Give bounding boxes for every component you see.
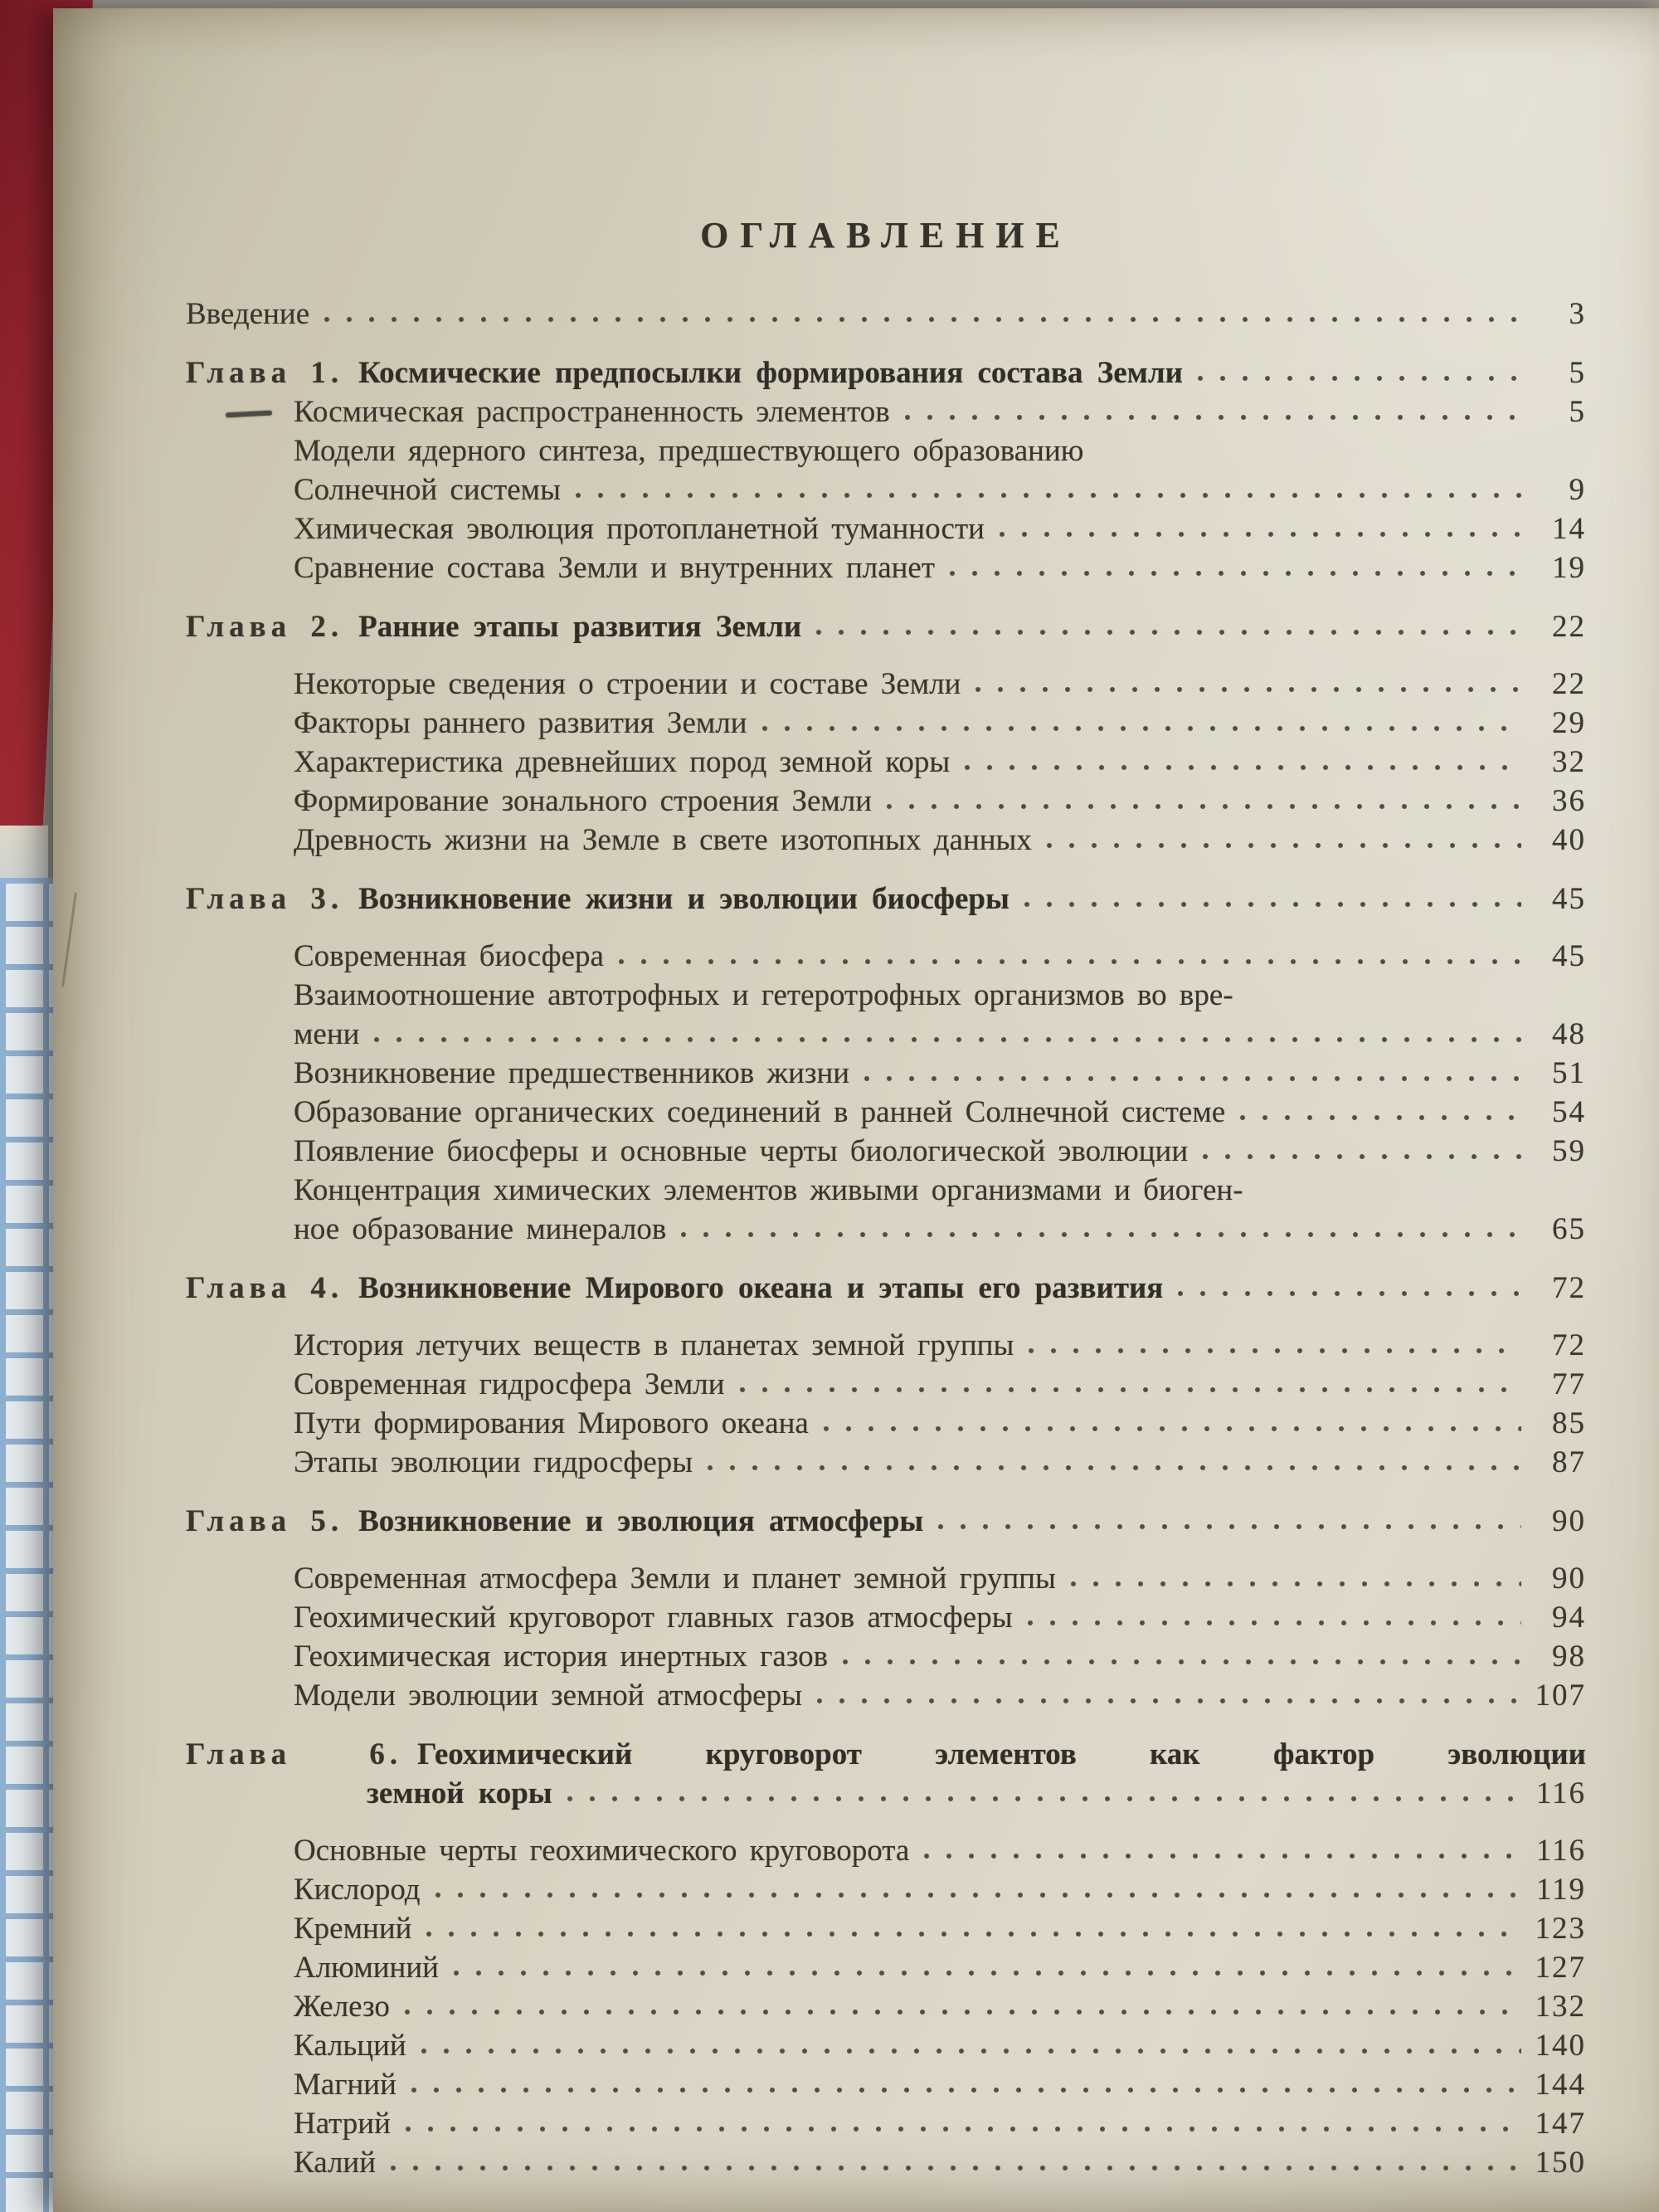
leader-dots [990,509,1521,548]
entry-text: Концентрация химических элементов живыми организмами и биоген- [294,1173,1243,1207]
leader-dots [1168,1269,1521,1308]
toc-entry-line [294,1909,1586,1948]
leader-dots [1193,1132,1521,1171]
toc-entry-line [186,295,1586,334]
page-number: 5 [1569,356,1586,390]
toc-entry-line [294,1365,1586,1404]
leader-dots [557,1774,1521,1813]
toc-entry-line [294,470,1586,509]
toc-entry-line [294,2104,1586,2143]
toc-entry [186,821,1586,860]
leader-dots [1018,1598,1521,1637]
toc-entry [186,2065,1586,2104]
page-number: 72 [1552,1271,1586,1305]
toc-entry-line [294,2143,1586,2182]
entry-text: Возникновение Мирового океана и этапы его развития [358,1271,1164,1305]
leader-dots [854,1054,1521,1093]
toc-entry-line [294,1443,1586,1482]
toc-entries [186,295,1586,2182]
entry-text: Натрий [294,2107,391,2141]
entry-text: Геохимический круговорот главных газов атмосферы [294,1601,1013,1635]
page-number: 54 [1552,1095,1586,1129]
entry-text: Космическая распространенность элементов [294,395,890,429]
toc-entry-line [294,665,1586,704]
toc-entry-line [294,548,1586,587]
page-number: 48 [1552,1017,1586,1051]
page-number: 123 [1535,1912,1586,1946]
toc-entry [186,1326,1586,1365]
entry-text: Железо [294,1990,390,2024]
page-number: 147 [1535,2107,1586,2141]
toc-entry-line [294,1948,1586,1987]
leader-dots [730,1365,1521,1404]
leader-dots [396,2104,1521,2143]
toc-entry-line [294,704,1586,743]
leader-dots [395,1987,1521,2026]
toc-entry-line [294,509,1586,548]
entry-text: Химическая эволюция протопланетной туманности [294,512,985,546]
toc-entry [186,295,1586,334]
toc-entry [186,1443,1586,1482]
entry-text: Некоторые сведения о строении и составе Земли [294,667,961,701]
entry-text: Калий [294,2146,377,2180]
toc-entry-line [294,1559,1586,1598]
leader-dots [1037,821,1521,860]
entry-text: Возникновение и эволюция атмосферы [358,1504,924,1538]
toc-entry [186,1365,1586,1404]
toc-entry-line [186,1502,1586,1541]
toc-entry [186,743,1586,782]
page-number: 65 [1552,1212,1586,1246]
toc-entry-line [294,821,1586,860]
leader-dots [914,1831,1521,1870]
entry-text: Появление биосферы и основные черты биологической эволюции [294,1134,1189,1168]
page-number: 19 [1552,551,1586,585]
entry-text: Кислород [294,1873,421,1907]
toc-entry-line [367,1774,1586,1813]
toc-entry-line [186,1735,1586,1774]
leader-dots [966,665,1521,704]
entry-text: Возникновение жизни и эволюции биосферы [358,882,1010,916]
toc-entry-line [294,937,1586,976]
leader-dots [877,782,1521,821]
entry-text: Геохимическая история инертных газов [294,1640,829,1674]
page-number: 90 [1552,1504,1586,1538]
entry-text: Современная гидросфера Земли [294,1367,725,1401]
entry-text: земной коры [367,1776,552,1810]
leader-dots [807,1676,1521,1715]
page-number: 36 [1552,784,1586,818]
toc-entry-line [294,1054,1586,1093]
page-number: 32 [1552,745,1586,779]
entry-text: Основные черты геохимического круговорота [294,1834,910,1868]
page-number: 59 [1552,1134,1586,1168]
leader-dots [1061,1559,1521,1598]
toc-entry-line [294,1676,1586,1715]
toc-entry [186,1909,1586,1948]
toc-chapter-entry [186,353,1586,392]
entry-text: Современная биосфера [294,939,604,973]
leader-dots [381,2143,1521,2182]
entry-text: Введение [186,297,310,331]
entry-text: Пути формирования Мирового океана [294,1406,809,1440]
table-of-contents [53,8,1659,2212]
toc-entry-line [294,1637,1586,1676]
leader-dots [752,704,1521,743]
toc-entry [186,548,1586,587]
leader-dots [444,1948,1521,1987]
entry-text: Современная атмосфера Земли и планет земной группы [294,1562,1056,1596]
entry-text: Кальций [294,2029,406,2063]
toc-chapter-entry [186,1269,1586,1308]
page-number: 72 [1552,1328,1586,1362]
chapter-prefix: Глава 3. [186,882,344,916]
toc-entry [186,1132,1586,1171]
page-number: 14 [1552,512,1586,546]
toc-entry [186,1171,1586,1249]
entry-text: Взаимоотношение автотрофных и гетеротрофных организмов во вре- [294,978,1233,1012]
toc-entry-line [294,1093,1586,1132]
entry-text: Сравнение состава Земли и внутренних планет [294,551,936,585]
entry-text: Возникновение предшественников жизни [294,1056,850,1090]
toc-entry-line [186,353,1586,392]
leader-dots [364,1015,1521,1054]
leader-dots [566,470,1521,509]
toc-entry [186,1637,1586,1676]
toc-entry [186,782,1586,821]
chapter-prefix: Глава 6. [186,1737,403,1771]
leader-dots [895,392,1521,431]
page-number: 45 [1552,882,1586,916]
toc-entry [186,665,1586,704]
page-number: 116 [1535,1776,1586,1810]
toc-entry-line [294,782,1586,821]
entry-text: Солнечной системы [294,473,561,507]
page-number: 144 [1535,2068,1586,2102]
toc-chapter-entry [186,879,1586,918]
toc-entry-line [186,879,1586,918]
toc-entry-line [294,1326,1586,1365]
toc-entry-line [294,1015,1586,1054]
toc-entry [186,1054,1586,1093]
leader-dots [1019,1326,1521,1365]
toc-entry [186,1404,1586,1443]
leader-dots [833,1637,1521,1676]
entry-text: Модели эволюции земной атмосферы [294,1678,802,1713]
leader-dots [609,937,1521,976]
page-corner-sliver [0,826,48,884]
toc-entry [186,2143,1586,2182]
entry-text: Древность жизни на Земле в свете изотопных данных [294,823,1032,857]
leader-dots [1188,353,1521,392]
leader-dots [671,1210,1521,1249]
leader-dots [411,2026,1521,2065]
page-number: 40 [1552,823,1586,857]
leader-dots [401,2065,1521,2104]
page-number: 107 [1535,1678,1586,1713]
toc-entry [186,1870,1586,1909]
entry-text: Геохимический круговорот элементов как фактор эволюции [417,1737,1587,1771]
toc-entry [186,431,1586,509]
entry-text: Ранние этапы развития Земли [358,610,802,644]
entry-text: Формирование зонального строения Земли [294,784,873,818]
entry-text: мени [294,1017,360,1051]
toc-entry-line [294,743,1586,782]
toc-entry-line [294,1870,1586,1909]
leader-dots [426,1870,1521,1909]
toc-entry [186,1559,1586,1598]
page-number: 85 [1552,1406,1586,1440]
toc-entry-line [294,1132,1586,1171]
toc-entry-line [294,1831,1586,1870]
page-number: 94 [1552,1601,1586,1635]
toc-entry [186,509,1586,548]
entry-text: Магний [294,2068,397,2102]
page-number: 140 [1535,2029,1586,2063]
page-number: 22 [1552,667,1586,701]
chapter-prefix: Глава 2. [186,610,344,644]
toc-entry [186,1987,1586,2026]
toc-entry-line [294,1404,1586,1443]
entry-text: Образование органических соединений в ранней Солнечной системе [294,1095,1226,1129]
entry-text: Алюминий [294,1951,439,1985]
toc-entry [186,2026,1586,2065]
pen-dash-mark [226,411,272,418]
page-number: 132 [1535,1990,1586,2024]
toc-entry-line [294,1210,1586,1249]
page-number: 77 [1552,1367,1586,1401]
chapter-prefix: Глава 1. [186,356,344,390]
leader-dots [698,1443,1521,1482]
page-number: 51 [1552,1056,1586,1090]
leader-dots [806,607,1521,646]
leader-dots [314,295,1521,334]
leader-dots [1230,1093,1521,1132]
toc-entry [186,1093,1586,1132]
leader-dots [416,1909,1521,1948]
toc-entry-line [294,1171,1586,1210]
toc-chapter-entry [186,1502,1586,1541]
page-number: 98 [1552,1640,1586,1674]
entry-text: Этапы эволюции гидросферы [294,1445,693,1479]
entry-text: Характеристика древнейших пород земной коры [294,745,951,779]
page-number: 3 [1569,297,1586,331]
toc-entry [186,937,1586,976]
toc-chapter-entry [186,1735,1586,1813]
toc-entry [186,1831,1586,1870]
leader-dots [928,1502,1521,1541]
leader-dots [955,743,1521,782]
entry-text: Факторы раннего развития Земли [294,706,747,740]
toc-entry [186,976,1586,1054]
toc-entry [186,704,1586,743]
page-number: 9 [1569,473,1586,507]
entry-text: Космические предпосылки формирования состава Земли [358,356,1183,390]
chapter-prefix: Глава 5. [186,1504,344,1538]
toc-entry-line [294,392,1586,431]
toc-entry [186,1598,1586,1637]
leader-dots [940,548,1521,587]
page-number: 127 [1535,1951,1586,1985]
toc-entry-line [186,607,1586,646]
chapter-prefix: Глава 4. [186,1271,344,1305]
toc-entry-line [294,2026,1586,2065]
page-number: 5 [1569,395,1586,429]
leader-dots [1014,879,1521,918]
toc-entry [186,1948,1586,1987]
page-number: 29 [1552,706,1586,740]
entry-text: Кремний [294,1912,412,1946]
toc-entry [186,2104,1586,2143]
toc-entry-line [294,976,1586,1015]
page-number: 87 [1552,1445,1586,1479]
toc-entry-line [186,1269,1586,1308]
entry-text: Модели ядерного синтеза, предшествующего образованию [294,434,1084,468]
book-page [53,8,1659,2212]
page-number: 45 [1552,939,1586,973]
entry-text: ное образование минералов [294,1212,667,1246]
toc-entry-line [294,431,1586,470]
toc-entry [186,1676,1586,1715]
toc-entry-line [294,1987,1586,2026]
leader-dots [814,1404,1521,1443]
toc-entry-line [294,2065,1586,2104]
toc-entry-line [294,1598,1586,1637]
page-title: ОГЛАВЛЕНИЕ [700,215,1072,256]
entry-text: История летучих веществ в планетах земной группы [294,1328,1014,1362]
page-number: 22 [1552,610,1586,644]
page-number: 119 [1535,1873,1586,1907]
toc-entry [186,392,1586,431]
page-number: 90 [1552,1562,1586,1596]
toc-chapter-entry [186,607,1586,646]
page-number: 150 [1535,2146,1586,2180]
page-number: 116 [1535,1834,1586,1868]
